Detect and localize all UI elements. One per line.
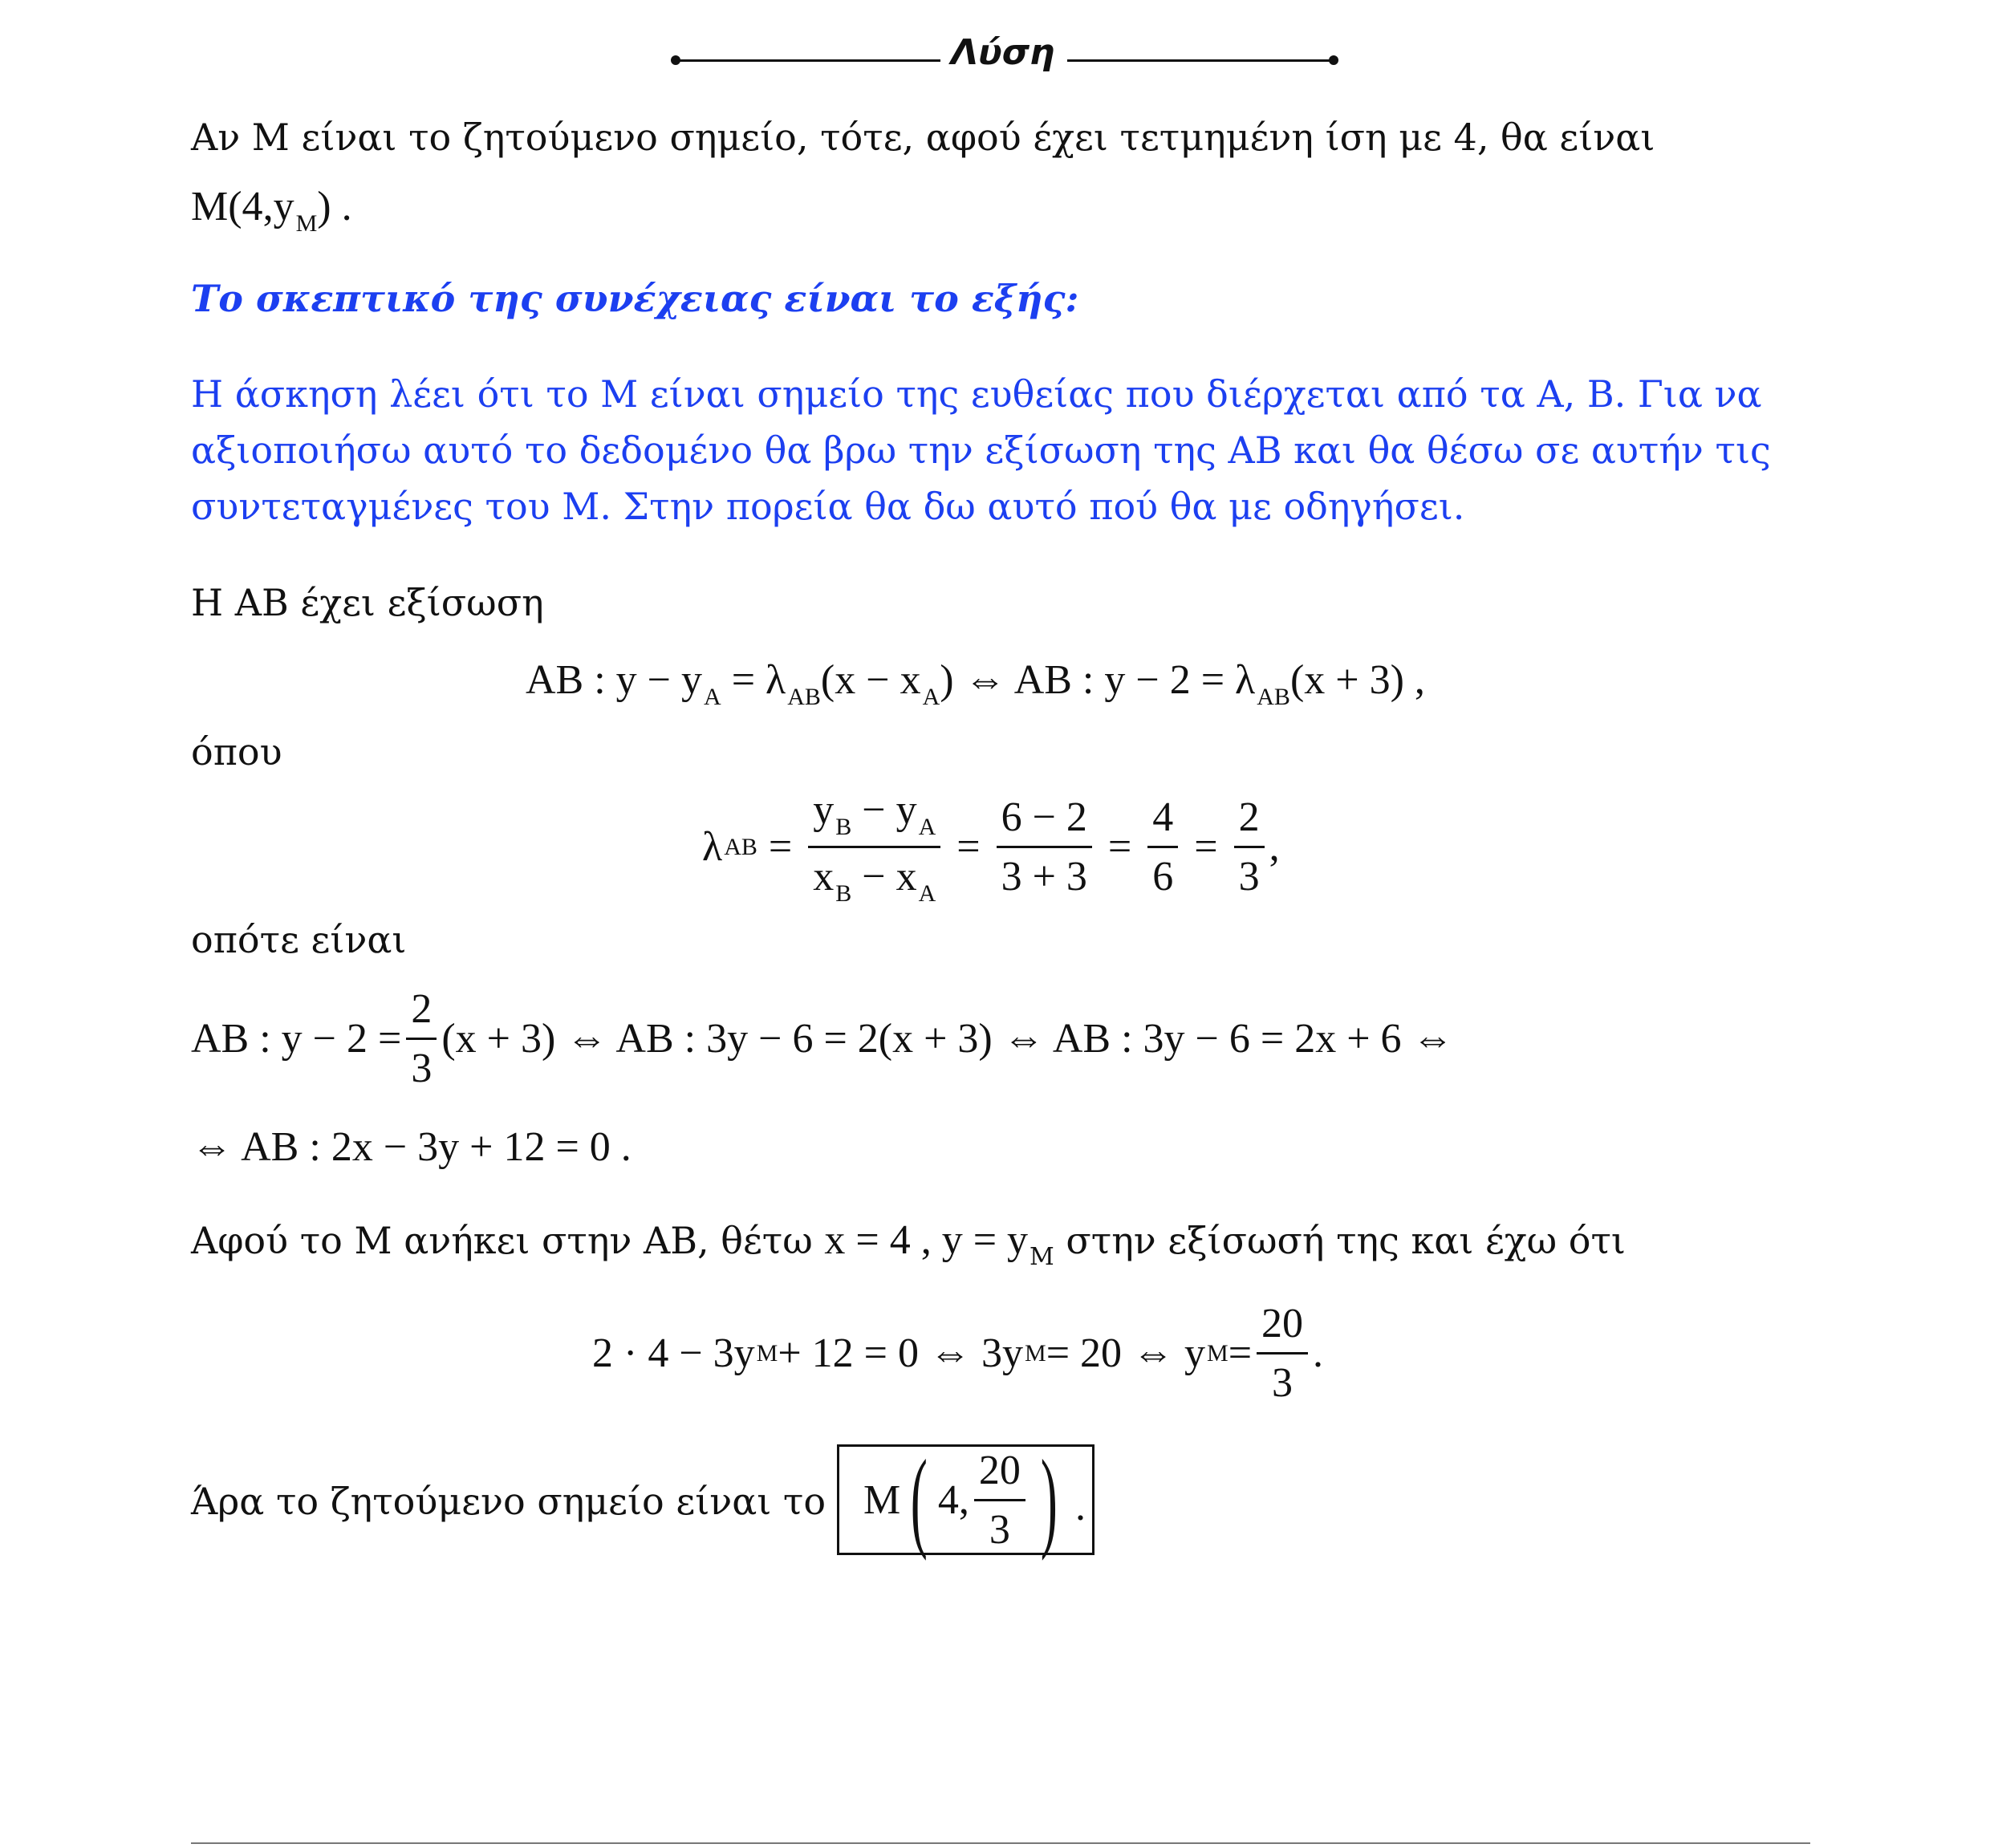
so-is-label: οπότε είναι xyxy=(191,918,407,961)
rule-right-line xyxy=(1067,59,1332,62)
page-bottom-rule xyxy=(191,1842,1810,1844)
conclusion-period: . xyxy=(1075,1484,1086,1529)
left-paren: ( xyxy=(911,1437,928,1562)
slope-fraction-values: $\frac{6 - 2}{3 + 3}$ xyxy=(997,794,1092,900)
where-label: όπου xyxy=(191,730,282,774)
reasoning-line-3: συντεταγμένες του Μ. Στην πορεία θα δω αυτό πού θα με οδηγήσει. xyxy=(191,485,1465,528)
answer-box: M ( 4, $\frac{20}{3}$ ) xyxy=(837,1444,1094,1555)
equation-ab-final: ⇔ AB : 2x − 3y + 12 = 0 . xyxy=(191,1124,632,1170)
solution-title: Λύση xyxy=(951,32,1055,73)
since-m-on-ab: Αφού το Μ ανήκει στην ΑΒ, θέτω x = 4 , $y = y_M$ στην εξίσωσή της και έχω ότι xyxy=(191,1217,1626,1271)
right-paren: ) xyxy=(1040,1437,1058,1562)
reasoning-line-2: αξιοποιήσω αυτό το δεδομένο θα βρω την εξίσωση της ΑΒ και θα θέσω σε αυτήν τις xyxy=(191,428,1771,472)
point-m-expression: $M(4,y_M)$ . xyxy=(191,184,352,237)
slope-fraction-simplified: $\frac{4}{6}$ xyxy=(1147,794,1178,900)
reasoning-line-1: Η άσκηση λέει ότι το Μ είναι σημείο της ευθείας που διέρχεται από τα Α, Β. Για να xyxy=(191,372,1762,416)
paragraph-intro-line1: Αν Μ είναι το ζητούμενο σημείο, τότε, αφού έχει τετμημένη ίση με 4, θα είναι xyxy=(191,116,1655,159)
equation-ab-derivation: AB : y − 2 = $\frac{2}{3}$ (x + 3) ⇔ AB : 3y − 6 = 2(x + 3) ⇔ AB : 3y − 6 = 2x + 6 ⇔ xyxy=(191,986,1454,1091)
conclusion-text: Άρα το ζητούμενο σημείο είναι το xyxy=(191,1480,826,1523)
fraction-two-thirds: $\frac{2}{3}$ xyxy=(406,985,437,1092)
reasoning-heading: Το σκεπτικό της συνέχειας είναι το εξής: xyxy=(191,277,1079,320)
ab-intro: Η ΑΒ έχει εξίσωση xyxy=(191,581,544,624)
equation-solve-ym: 2 · 4 − 3y M + 12 = 0 ⇔ 3y M = 20 ⇔ y M = $\frac{20}{3}$ . xyxy=(592,1301,1324,1406)
rule-left-line xyxy=(676,59,940,62)
equation-slope: λ AB = $\frac{y_B - y_A}{x_B - x_A}$ = $\frac{6 - 2}{3 + 3}$ = $\frac{4}{6}$ = $\frac{2}{3}$ , xyxy=(702,787,1280,907)
fraction-twenty-thirds: $\frac{20}{3}$ xyxy=(1257,1300,1308,1407)
equation-ab-line-form: AB : $y - y_A = \lambda_{AB}(x - x_A)$ ⇔ AB : $y - 2 = \lambda_{AB}(x + 3)$ , xyxy=(526,657,1425,710)
answer-fraction: $\frac{20}{3}$ xyxy=(974,1447,1025,1554)
slope-fraction-reduced: $\frac{2}{3}$ xyxy=(1234,794,1265,900)
slope-fraction-coordinates: $\frac{y_B - y_A}{x_B - x_A}$ xyxy=(808,786,940,908)
rule-right-dot xyxy=(1329,55,1338,65)
